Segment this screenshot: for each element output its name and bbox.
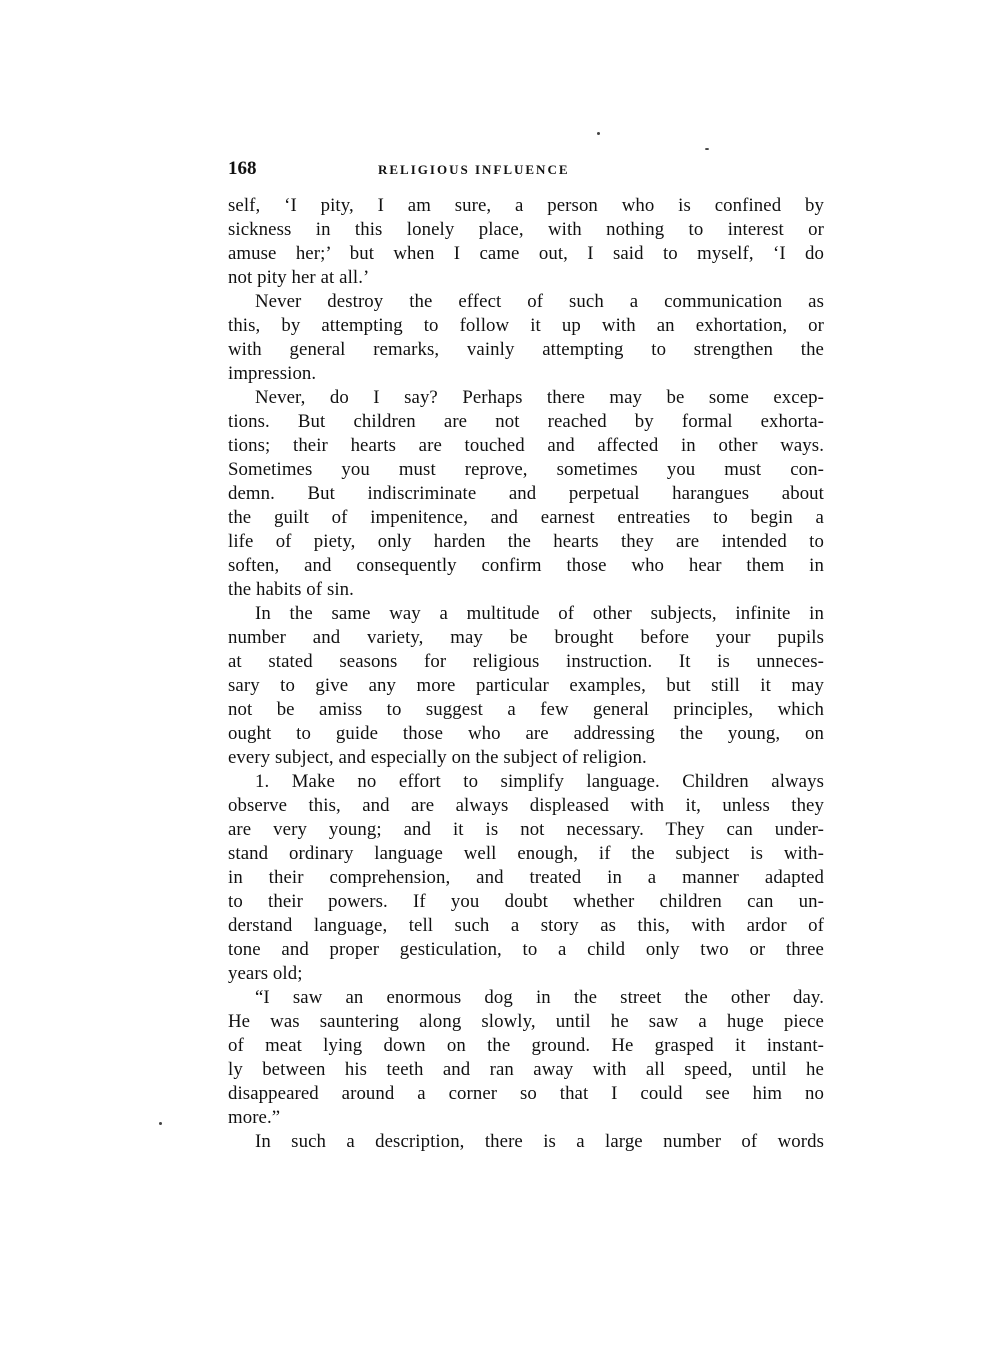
text-line: life of piety, only harden the hearts they are intended to (228, 531, 824, 552)
text-line: amuse her;’ but when I came out, I said to myself, ‘I do (228, 243, 824, 264)
text-line: Never destroy the effect of such a communication as (255, 291, 824, 312)
text-line: every subject, and especially on the subject of religion. (228, 747, 647, 768)
text-line: “I saw an enormous dog in the street the other day. (255, 987, 824, 1008)
text-line: with general remarks, vainly attempting to strengthen the (228, 339, 824, 360)
page-number: 168 (228, 158, 257, 179)
text-line: are very young; and it is not necessary. They can under- (228, 819, 824, 840)
text-line: impression. (228, 363, 317, 384)
scan-speck (159, 1122, 162, 1125)
text-line: sickness in this lonely place, with nothing to interest or (228, 219, 824, 240)
text-line: derstand language, tell such a story as this, with ardor of (228, 915, 824, 936)
text-line: to their powers. If you doubt whether children can un- (228, 891, 824, 912)
text-line: more.” (228, 1107, 281, 1128)
page-header (228, 158, 824, 188)
text-line: not pity her at all.’ (228, 267, 370, 288)
text-line: number and variety, may be brought before your pupils (228, 627, 824, 648)
text-line: sary to give any more particular examples, but still it may (228, 675, 824, 696)
running-head: RELIGIOUS INFLUENCE (378, 162, 570, 177)
body-text (228, 194, 824, 1154)
text-line: Never, do I say? Perhaps there may be some excep- (255, 387, 824, 408)
text-line: at stated seasons for religious instruction. It is unneces- (228, 651, 824, 672)
text-line: stand ordinary language well enough, if the subject is with- (228, 843, 824, 864)
text-line: In the same way a multitude of other subjects, infinite in (255, 603, 824, 624)
text-line: in their comprehension, and treated in a manner adapted (228, 867, 824, 888)
text-line: the habits of sin. (228, 579, 354, 600)
text-line: disappeared around a corner so that I could see him no (228, 1083, 824, 1104)
text-line: self, ‘I pity, I am sure, a person who is confined by (228, 195, 824, 216)
text-line: ought to guide those who are addressing the young, on (228, 723, 824, 744)
text-line: of meat lying down on the ground. He grasped it instant- (228, 1035, 824, 1056)
text-line: not be amiss to suggest a few general principles, which (228, 699, 824, 720)
text-line: He was sauntering along slowly, until he saw a huge piece (228, 1011, 824, 1032)
text-line: years old; (228, 963, 303, 984)
scan-speck (597, 132, 600, 135)
text-line: the guilt of impenitence, and earnest entreaties to begin a (228, 507, 824, 528)
text-line: 1. Make no effort to simplify language. Children always (255, 771, 824, 792)
text-line: observe this, and are always displeased with it, unless they (228, 795, 824, 816)
text-line: this, by attempting to follow it up with an exhortation, or (228, 315, 824, 336)
text-line: tions. But children are not reached by formal exhorta- (228, 411, 824, 432)
scan-speck (705, 148, 709, 150)
text-line: ly between his teeth and ran away with all speed, until he (228, 1059, 824, 1080)
text-line: tone and proper gesticulation, to a child only two or three (228, 939, 824, 960)
text-line: In such a description, there is a large number of words (255, 1131, 824, 1152)
book-page (228, 158, 824, 1198)
text-line: soften, and consequently confirm those who hear them in (228, 555, 824, 576)
text-line: tions; their hearts are touched and affected in other ways. (228, 435, 824, 456)
text-line: demn. But indiscriminate and perpetual harangues about (228, 483, 824, 504)
text-line: Sometimes you must reprove, sometimes you must con- (228, 459, 824, 480)
